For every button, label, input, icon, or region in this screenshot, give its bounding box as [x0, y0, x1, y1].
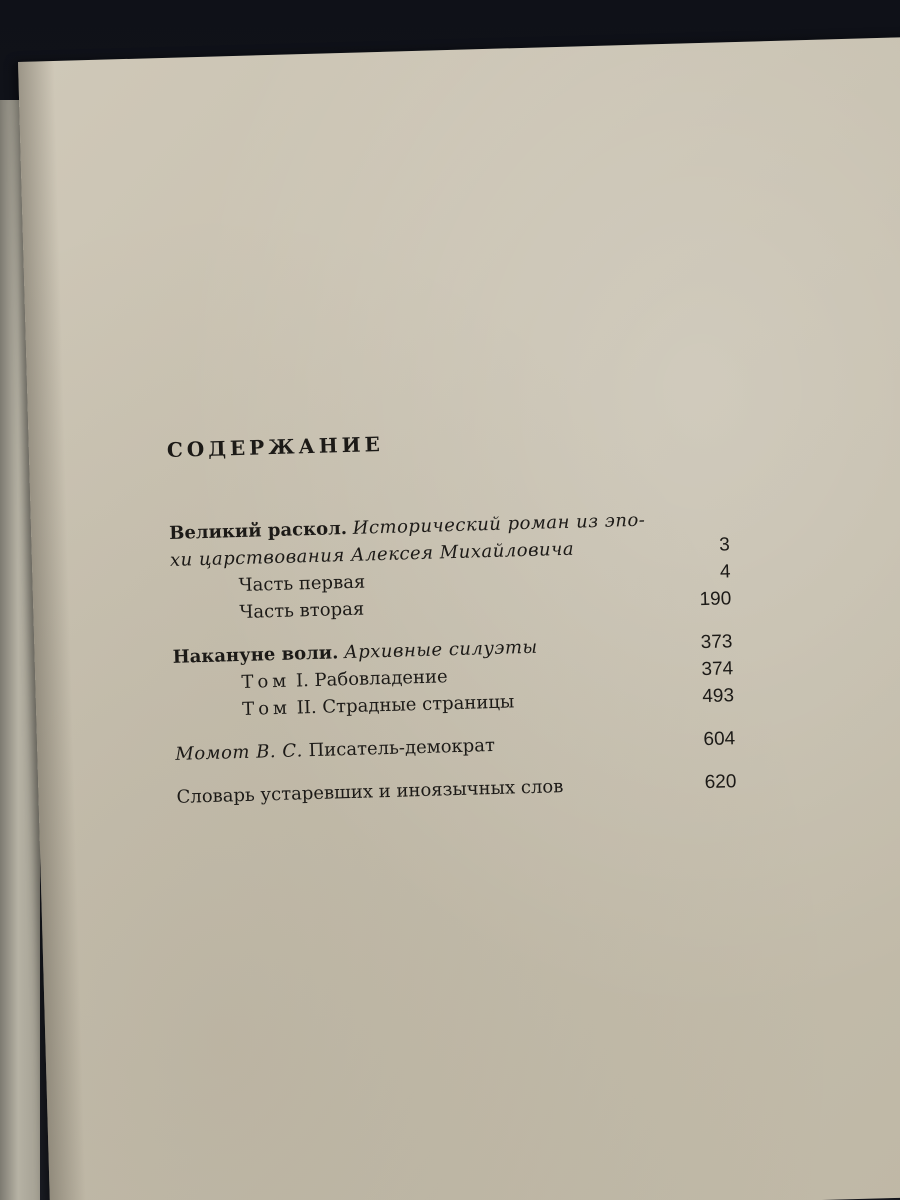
page-number: 373 — [700, 631, 733, 654]
subentry-label: I. Рабовладение — [295, 666, 448, 692]
entry-subtitle: Архивные силуэты — [343, 636, 538, 664]
entry-author: Момот В. С. — [175, 740, 304, 765]
page-number: 190 — [699, 588, 732, 611]
toc-entry-line — [176, 768, 737, 811]
page-number: 4 — [719, 561, 731, 583]
entry-subtitle: Исторический роман из эпо- — [352, 509, 646, 539]
book-page — [18, 37, 900, 1200]
toc-entry-velikiy-raskol — [169, 504, 732, 628]
subentry-label: Часть первая — [238, 571, 366, 597]
toc-entry-nakanune-voli — [172, 628, 734, 725]
entry-title: Накануне воли. — [172, 642, 339, 668]
volume-prefix: Том — [241, 697, 292, 720]
toc-entry-line — [175, 725, 736, 768]
toc-title: СОДЕРЖАНИЕ — [166, 431, 385, 462]
entry-title: Словарь устаревших и иноязычных слов — [176, 776, 564, 808]
page-number: 3 — [718, 534, 731, 556]
page-number: 374 — [701, 658, 734, 681]
page-number: 493 — [701, 685, 735, 708]
page-number: 604 — [703, 728, 736, 751]
entry-title: Писатель-демократ — [308, 734, 496, 762]
subentry-label: II. Страдные страницы — [296, 691, 515, 719]
page-number: 620 — [704, 771, 737, 794]
volume-prefix: Том — [241, 670, 291, 693]
entry-title: Великий раскол. — [168, 517, 348, 544]
toc-entry-glossary — [176, 768, 737, 811]
table-of-contents — [167, 422, 737, 810]
subentry-label: Часть вторая — [239, 598, 365, 624]
entry-subtitle: хи царствования Алексея Михайловича — [169, 538, 575, 571]
toc-entry-momot — [175, 725, 736, 768]
